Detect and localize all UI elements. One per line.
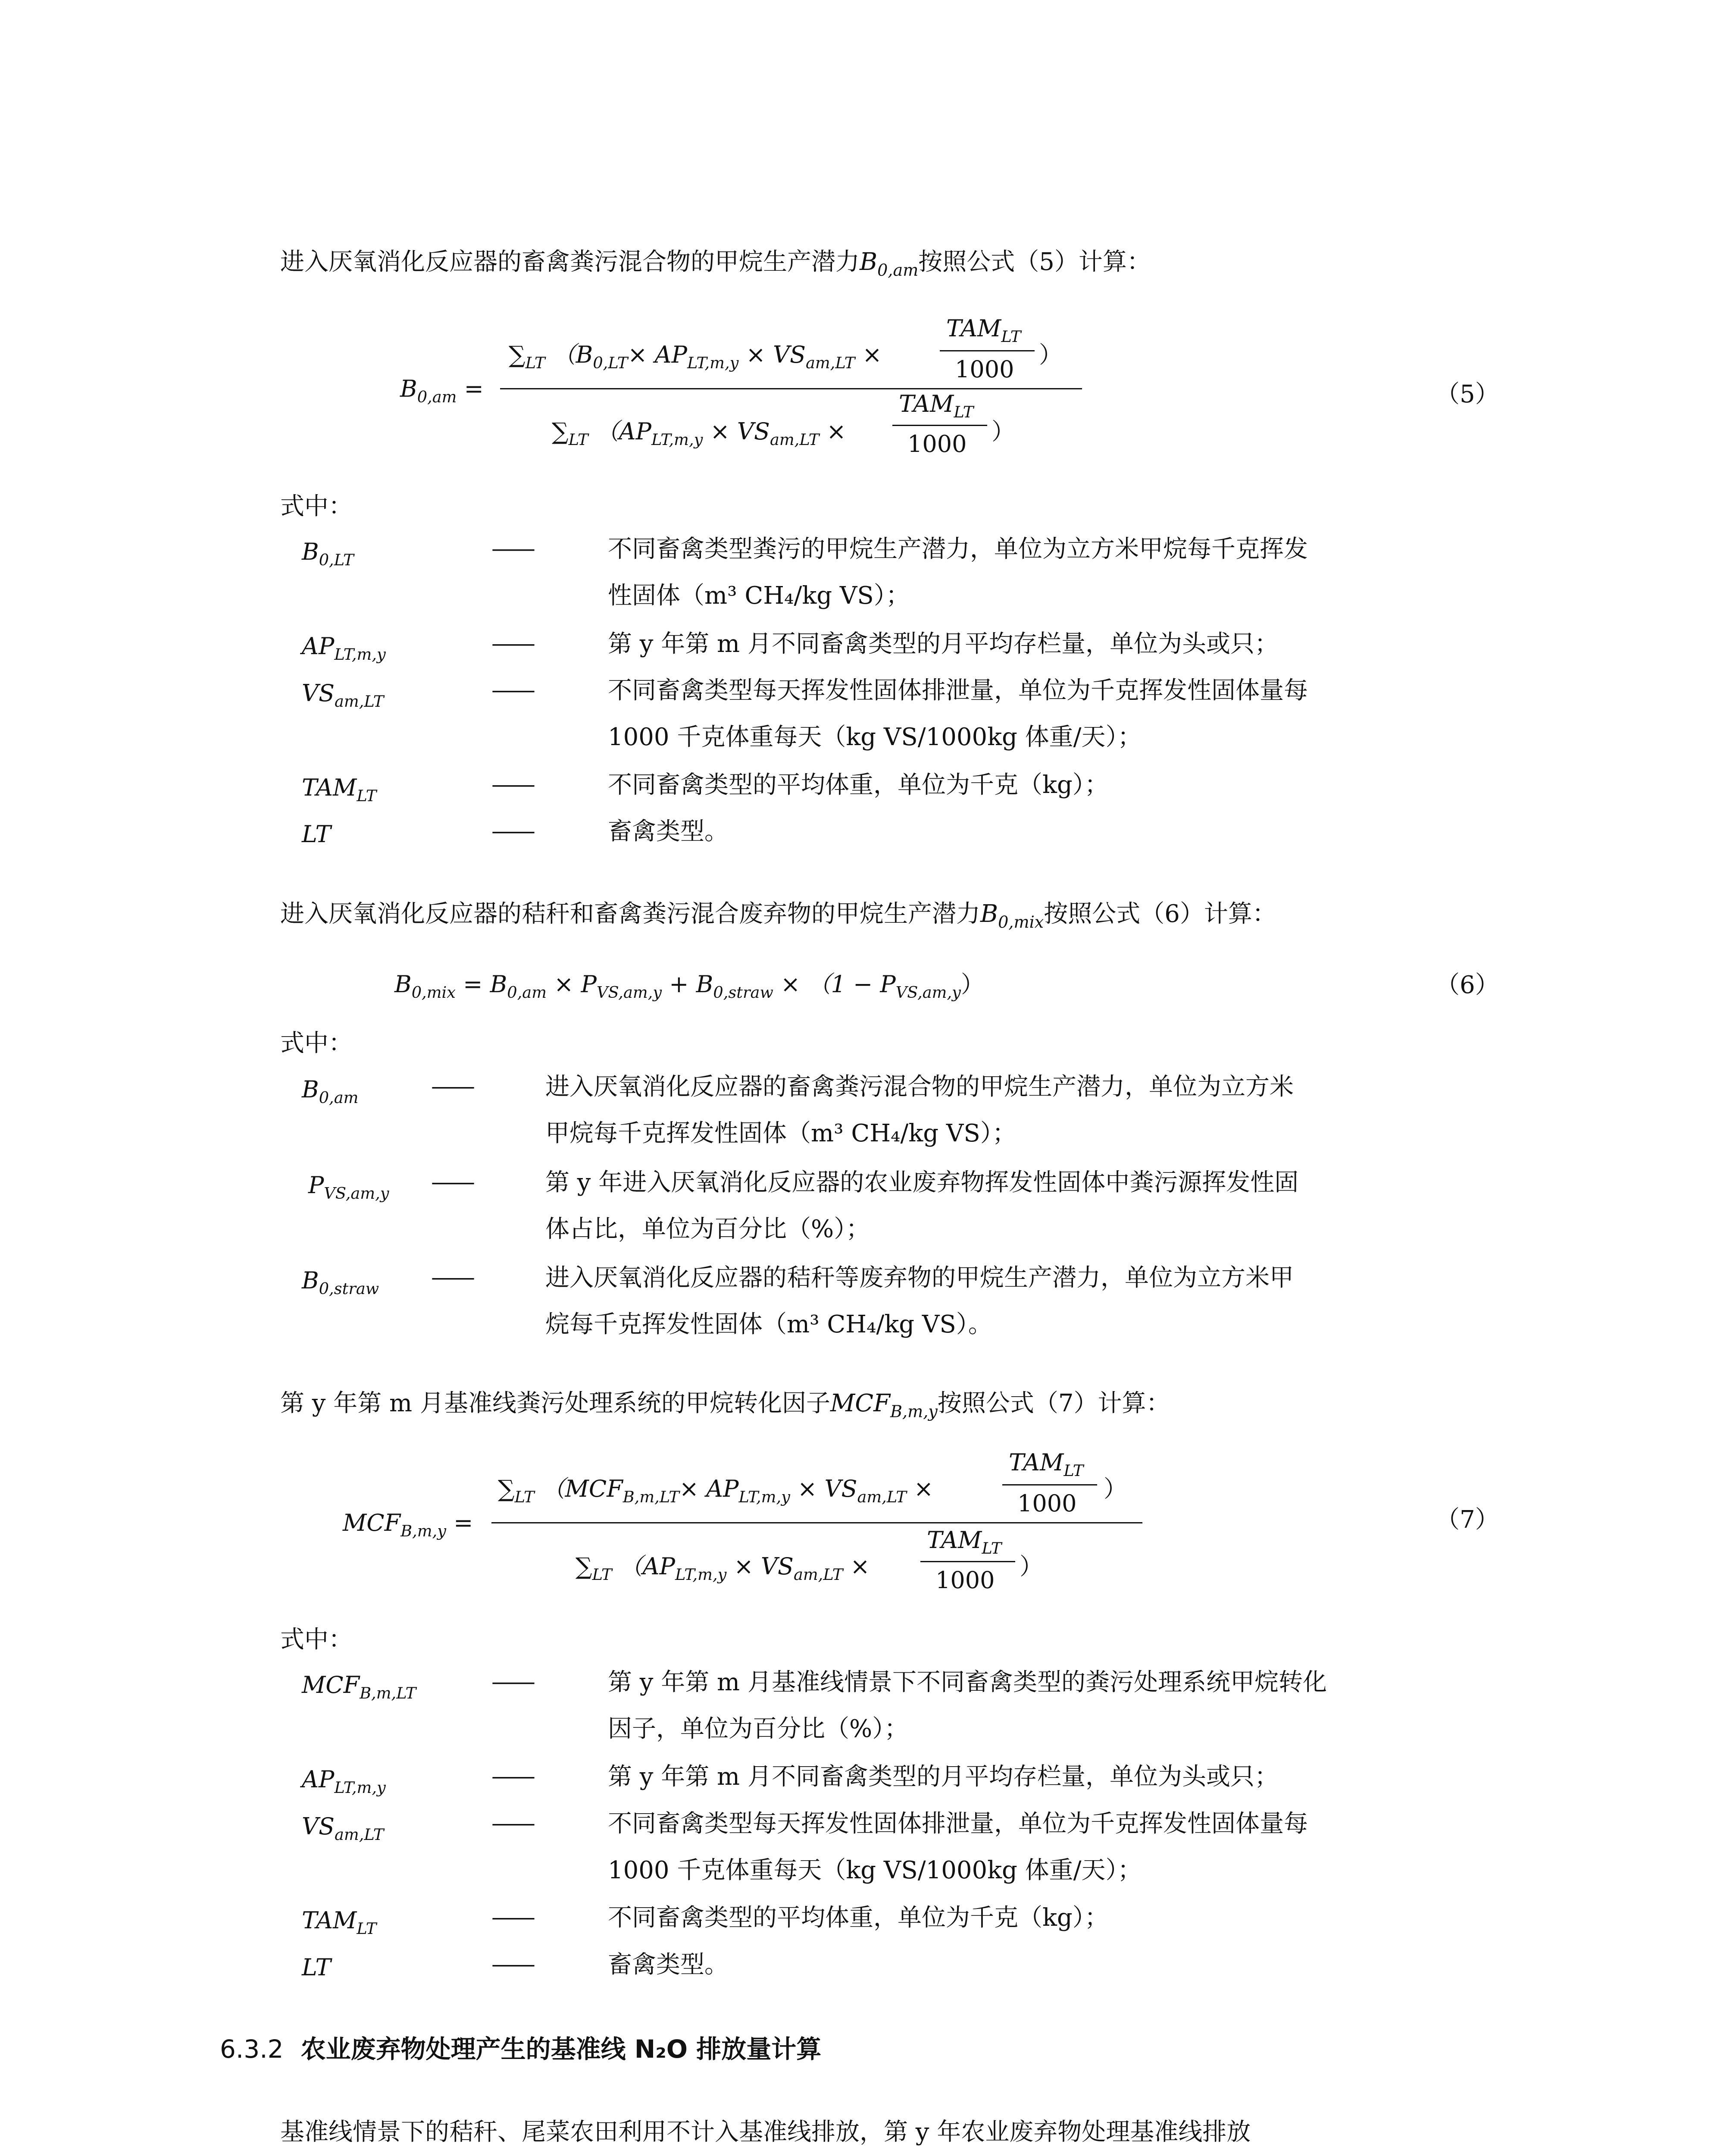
def3-sym-0: $MCF_{B,m,LT}$ bbox=[302, 1671, 416, 1702]
eq5-num-frac-bot: 1000 bbox=[955, 356, 1014, 383]
def2-dash-0: —— bbox=[431, 1072, 472, 1100]
def1-text-3: 不同畜禽类型的平均体重，单位为千克（kg）； bbox=[608, 771, 1109, 799]
def3-sym-1: $AP_{LT,m,y}$ bbox=[302, 1766, 386, 1797]
def1-sym-1: $AP_{LT,m,y}$ bbox=[302, 633, 386, 664]
eq7-num-frac-line bbox=[1002, 1484, 1097, 1485]
symbol-b0am: $B_{0,am}$ bbox=[860, 248, 919, 280]
def2-text-2: 进入厌氧消化反应器的秸秆等废弃物的甲烷生产潜力，单位为立方米甲 烷每千克挥发性固体（m³ CH₄/kg VS）。 bbox=[545, 1264, 1294, 1338]
def3-text-0: 第 y 年第 m 月基准线情景下不同畜禽类型的粪污处理系统甲烷转化 因子，单位为百分比（%）； bbox=[608, 1668, 1327, 1743]
eq7-den-frac-line bbox=[920, 1561, 1015, 1562]
eq7-num-close: ） bbox=[1104, 1475, 1127, 1502]
paragraph-eq5-intro: 进入厌氧消化反应器的畜禽粪污混合物的甲烷生产潜力$B_{0,am}$按照公式（5）计算： bbox=[280, 248, 1151, 280]
eq5-number: （5） bbox=[1436, 380, 1499, 408]
eq5-den-frac-bot: 1000 bbox=[907, 430, 967, 458]
def1-text-2: 不同畜禽类型每天挥发性固体排泄量，单位为千克挥发性固体量每 1000 千克体重每天（kg VS/1000kg 体重/天）； bbox=[608, 677, 1308, 751]
def3-text-4: 畜禽类型。 bbox=[608, 1951, 729, 1979]
where-label-3: 式中： bbox=[280, 1626, 353, 1654]
def3-text-3: 不同畜禽类型的平均体重，单位为千克（kg）； bbox=[608, 1904, 1109, 1932]
def1-text-4: 畜禽类型。 bbox=[608, 818, 729, 846]
paragraph-eq8-intro-line1: 基准线情景下的秸秆、尾菜农田利用不计入基准线排放，第 y 年农业废弃物处理基准线排放 bbox=[280, 2118, 1251, 2146]
def2-sym-2: $B_{0,straw}$ bbox=[302, 1267, 379, 1298]
where-label-2: 式中： bbox=[280, 1029, 353, 1057]
def3-dash-1: —— bbox=[491, 1762, 533, 1789]
eq7-num-frac-top: $TAM_{LT}$ bbox=[1009, 1449, 1084, 1480]
eq5-main-frac-line bbox=[500, 388, 1082, 389]
eq5-num-close: ） bbox=[1039, 341, 1062, 368]
def1-dash-3: —— bbox=[491, 771, 533, 798]
def3-dash-4: —— bbox=[491, 1950, 533, 1977]
def1-text-0: 不同畜禽类型粪污的甲烷生产潜力，单位为立方米甲烷每千克挥发 性固体（m³ CH₄/kg VS）； bbox=[608, 535, 1308, 610]
eq5-den-frac-line bbox=[892, 425, 987, 426]
eq5-den-close: ） bbox=[992, 418, 1015, 445]
paragraph-eq7-intro: 第 y 年第 m 月基准线粪污处理系统的甲烷转化因子$MCF_{B,m,y}$按照公式（7）计算： bbox=[280, 1389, 1170, 1421]
def3-sym-3: $TAM_{LT}$ bbox=[302, 1907, 377, 1938]
eq7-main-frac-line bbox=[491, 1522, 1142, 1523]
eq5-numerator: $\sum_{LT}$ （$B_{0,LT}\times AP_{LT,m,y} \times VS_{am,LT}$ × bbox=[509, 341, 882, 372]
eq5-num-frac-top: $TAM_{LT}$ bbox=[946, 315, 1021, 346]
def1-sym-4: LT bbox=[302, 821, 331, 848]
def1-sym-0: $B_{0,LT}$ bbox=[302, 538, 354, 569]
def2-sym-0: $B_{0,am}$ bbox=[302, 1076, 359, 1107]
eq7-den-close: ） bbox=[1020, 1553, 1043, 1580]
def1-sym-3: $TAM_{LT}$ bbox=[302, 774, 377, 805]
def1-text-1: 第 y 年第 m 月不同畜禽类型的月平均存栏量，单位为头或只； bbox=[608, 630, 1279, 658]
def3-sym-4: LT bbox=[302, 1954, 331, 1981]
eq5-lhs: $B_{0,am}$ = bbox=[400, 375, 484, 406]
where-label-1: 式中： bbox=[280, 492, 353, 520]
paragraph-eq6-intro: 进入厌氧消化反应器的秸秆和畜禽粪污混合废弃物的甲烷生产潜力$B_{0,mix}$按照公式（6）计算： bbox=[280, 900, 1276, 932]
def3-dash-0: —— bbox=[491, 1668, 533, 1695]
def2-text-0: 进入厌氧消化反应器的畜禽粪污混合物的甲烷生产潜力，单位为立方米 甲烷每千克挥发性固体（m³ CH₄/kg VS）； bbox=[545, 1073, 1294, 1147]
def2-dash-1: —— bbox=[431, 1168, 472, 1195]
def2-dash-2: —— bbox=[431, 1263, 472, 1291]
def1-dash-0: —— bbox=[491, 535, 533, 562]
eq6-body: $B_{0,mix} = B_{0,am} \times P_{VS,am,y} + B_{0,straw} \times (1 - P_{VS,am,y})$ bbox=[394, 971, 984, 1002]
eq6-number: （6） bbox=[1436, 971, 1499, 999]
section-heading-6-3-2: 6.3.2 农业废弃物处理产生的基准线 N₂O 排放量计算 bbox=[220, 2034, 822, 2064]
symbol-b0mix: $B_{0,mix}$ bbox=[980, 900, 1044, 932]
eq5-denominator: $\sum_{LT}$ （$AP_{LT,m,y} \times VS_{am,LT}$ × bbox=[552, 418, 846, 449]
def1-sym-2: $VS_{am,LT}$ bbox=[302, 680, 384, 711]
def1-dash-4: —— bbox=[491, 817, 533, 844]
def3-text-1: 第 y 年第 m 月不同畜禽类型的月平均存栏量，单位为头或只； bbox=[608, 1763, 1279, 1791]
eq7-num-frac-bot: 1000 bbox=[1017, 1490, 1077, 1517]
eq7-lhs: $MCF_{B,m,y}$ = bbox=[343, 1509, 473, 1540]
eq5-den-frac-top: $TAM_{LT}$ bbox=[899, 390, 974, 421]
def3-text-2: 不同畜禽类型每天挥发性固体排泄量，单位为千克挥发性固体量每 1000 千克体重每天（kg VS/1000kg 体重/天）； bbox=[608, 1810, 1308, 1884]
eq7-number: （7） bbox=[1436, 1506, 1499, 1534]
def2-text-1: 第 y 年进入厌氧消化反应器的农业废弃物挥发性固体中粪污源挥发性固 体占比，单位为百分比（%）； bbox=[545, 1169, 1299, 1243]
eq7-denominator: $\sum_{LT}$ （$AP_{LT,m,y} \times VS_{am,LT}$ × bbox=[576, 1553, 870, 1584]
def3-dash-3: —— bbox=[491, 1903, 533, 1930]
eq7-den-frac-bot: 1000 bbox=[935, 1567, 995, 1594]
symbol-mcf: $MCF_{B,m,y}$ bbox=[830, 1389, 938, 1421]
def2-sym-1: $P_{VS,am,y}$ bbox=[308, 1172, 389, 1203]
def1-dash-2: —— bbox=[491, 676, 533, 703]
def1-dash-1: —— bbox=[491, 630, 533, 657]
eq7-numerator: $\sum_{LT}$ （$MCF_{B,m,LT}\times AP_{LT,m,y} \times VS_{am,LT}$ × bbox=[498, 1475, 934, 1506]
eq7-den-frac-top: $TAM_{LT}$ bbox=[927, 1526, 1002, 1557]
def3-sym-2: $VS_{am,LT}$ bbox=[302, 1813, 384, 1844]
def3-dash-2: —— bbox=[491, 1809, 533, 1836]
eq5-num-frac-line bbox=[940, 350, 1035, 351]
